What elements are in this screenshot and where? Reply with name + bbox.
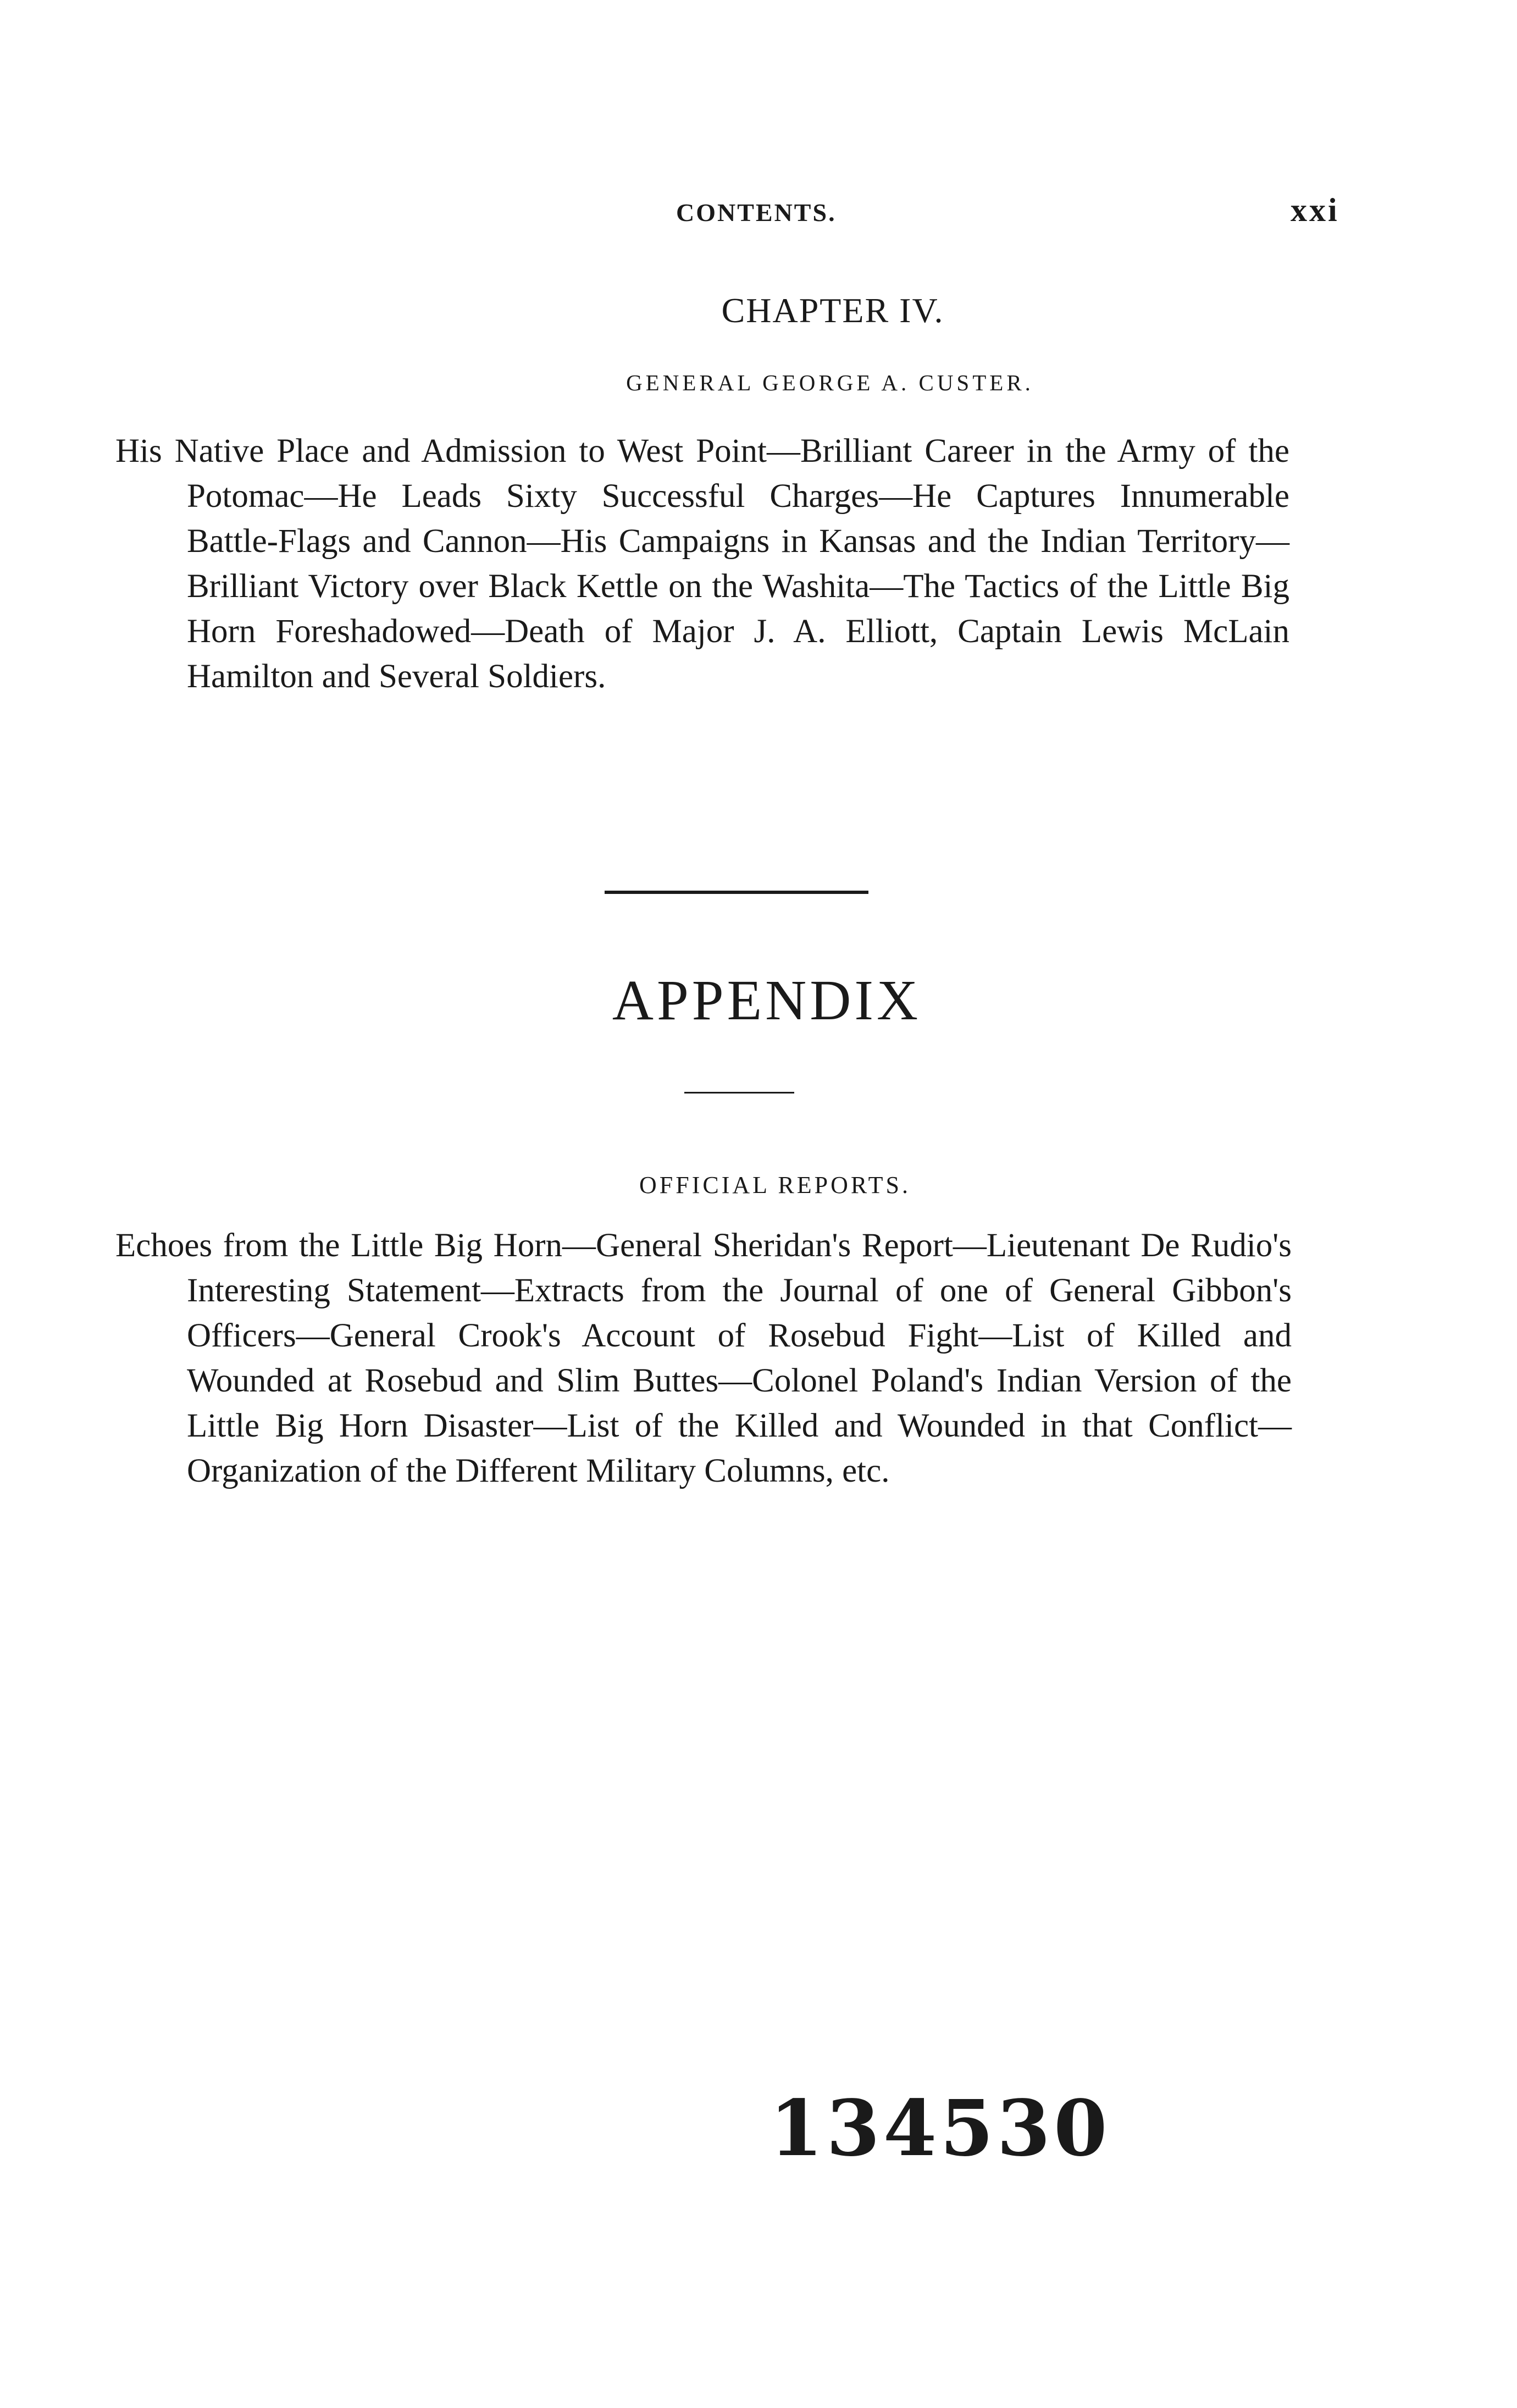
page-number: xxi <box>1291 192 1339 228</box>
heading-underline-rule <box>684 1092 794 1093</box>
appendix-summary-paragraph: Echoes from the Little Big Horn—General Sheridan's Report—Lieutenant De Rudio's Interesting Statement—Extracts from the Journal of one of General Gibbon's Officers—General Crook's Account of Rosebud Fight—List of Killed and Wounded at Rosebud and Slim Buttes—Colonel Poland's Indian Version of the Little Big Horn Disaster—List of the Killed and Wounded in that Conflict—Organization of the Different Military Columns, etc. <box>115 1227 1292 1489</box>
running-head: CONTENTS. <box>676 198 837 227</box>
appendix-subtitle: OFFICIAL REPORTS. <box>639 1172 911 1199</box>
chapter-summary-paragraph: His Native Place and Admission to West Point—Brilliant Career in the Army of the Potomac—He Leads Sixty Successful Charges—He Captures Innumerable Battle-Flags and Cannon—His Campaigns in Kansas and the Indian Territory—Brilliant Victory over Black Kettle on the Washita—The Tactics of the Little Big Horn Foreshadowed—Death of Major J. A. Elliott, Captain Lewis McLain Hamilton and Several Soldiers. <box>115 433 1289 695</box>
chapter-heading: CHAPTER IV. <box>721 291 944 330</box>
section-divider-rule <box>605 891 868 894</box>
library-accession-number: 134530 <box>769 2084 1111 2174</box>
appendix-heading: APPENDIX <box>612 969 922 1032</box>
chapter-subtitle: GENERAL GEORGE A. CUSTER. <box>626 370 1034 395</box>
